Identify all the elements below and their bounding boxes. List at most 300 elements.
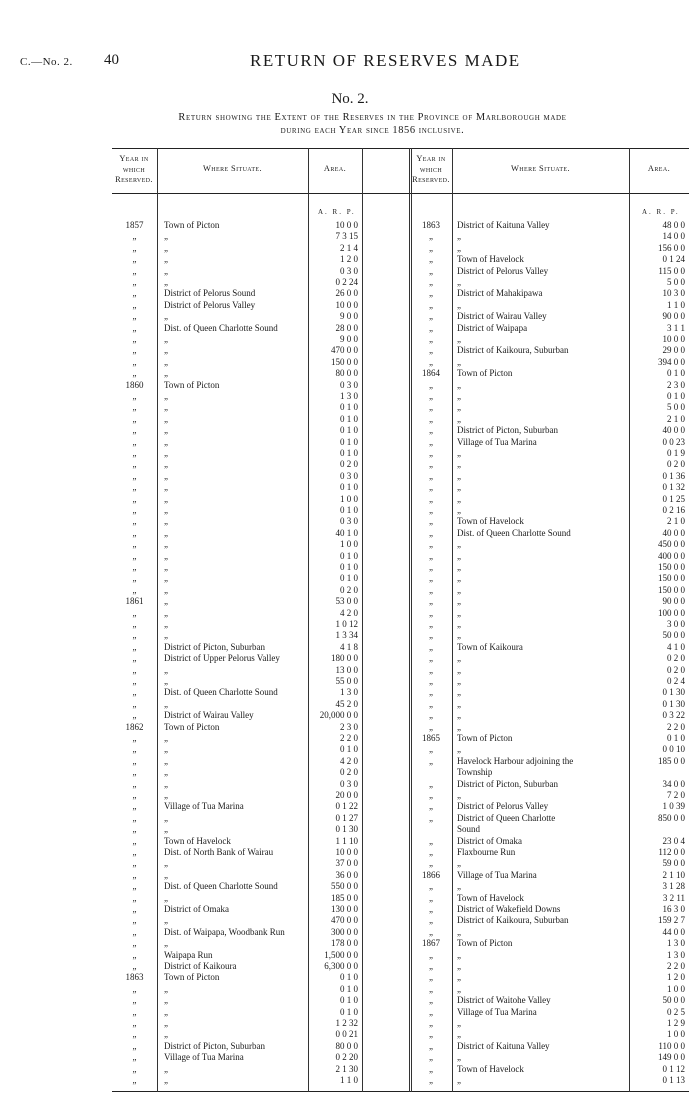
table-row: [112, 984, 689, 995]
header-where-right: Where Situate.: [510, 164, 570, 173]
table-row: [112, 972, 689, 983]
place-cell: District of Wairau Valley: [164, 710, 254, 721]
area-cell: 1 0 0: [340, 539, 358, 550]
place-cell: District of Kaikoura: [164, 961, 237, 971]
place-cell: „: [457, 402, 461, 413]
place-cell: „: [164, 482, 168, 493]
year-cell: „: [429, 721, 433, 732]
area-cell: 0 1 0: [340, 1006, 358, 1017]
table-row: [112, 801, 689, 812]
area-cell: 90 0 0: [662, 311, 685, 322]
area-cell: 53 0 0: [335, 596, 358, 607]
area-cell: 550 0 0: [331, 881, 358, 892]
place-cell: „: [164, 1063, 168, 1074]
year-cell: „: [429, 584, 433, 595]
year-cell: „: [429, 619, 433, 629]
area-cell: 0 1 36: [662, 470, 685, 481]
place-cell: „: [164, 516, 168, 527]
table-row: [112, 653, 689, 664]
table-row: [112, 448, 689, 459]
area-cell: 0 1 0: [340, 573, 358, 584]
place-cell: „: [457, 1075, 461, 1085]
area-cell: 0 1 24: [662, 254, 685, 265]
year-cell: „: [429, 653, 433, 664]
table-row: [112, 699, 689, 710]
area-cell: 45 2 0: [335, 698, 358, 709]
area-cell: 0 1 0: [340, 413, 358, 424]
table-row: [112, 1052, 689, 1063]
table-row: [112, 1007, 689, 1018]
place-cell: „: [164, 505, 168, 515]
year-cell: „: [132, 926, 137, 937]
table-row: [112, 756, 689, 767]
place-cell: „: [457, 790, 461, 800]
year-cell: „: [429, 972, 433, 983]
place-cell: „: [164, 448, 168, 458]
place-cell: District of Wakefield Downs: [457, 904, 561, 914]
subtitle-line-1: Return showing the Extent of the Reserves in the Province of Marlborough made: [178, 112, 567, 123]
place-cell: „: [164, 231, 168, 242]
area-cell: 34 0 0: [662, 778, 685, 789]
area-cell: 180 0 0: [331, 653, 358, 664]
place-cell: District of Mahakipawa: [457, 288, 543, 299]
area-cell: 7 3 15: [335, 231, 358, 242]
year-cell: „: [429, 1018, 433, 1028]
table-row: [112, 482, 689, 493]
place-cell: „: [164, 573, 168, 584]
place-cell: „: [457, 573, 461, 584]
area-cell: 0 1 12: [662, 1063, 685, 1074]
table-row: [112, 254, 689, 265]
area-cell: 10 0 0: [662, 334, 685, 344]
area-cell: 2 1 10: [662, 869, 685, 880]
year-cell: „: [429, 698, 433, 709]
area-cell: 2 2 0: [667, 961, 685, 971]
year-cell: 1861: [125, 596, 144, 607]
place-cell: „: [457, 961, 461, 971]
table-row: [112, 311, 689, 322]
table-row: [112, 881, 689, 892]
table-row: [112, 995, 689, 1006]
area-cell: 1 3 0: [667, 938, 685, 949]
year-cell: „: [429, 1052, 433, 1063]
year-cell: 1866: [422, 869, 440, 880]
place-cell: Dist. of Queen Charlotte Sound: [164, 322, 278, 333]
area-cell: 1 2 0: [340, 254, 358, 265]
year-cell: „: [132, 1029, 137, 1040]
year-cell: „: [132, 1063, 137, 1074]
area-cell: 156 0 0: [658, 242, 685, 253]
area-cell: 40 0 0: [662, 425, 685, 436]
place-cell: District of Queen Charlotte: [457, 812, 556, 823]
year-cell: „: [429, 630, 433, 641]
area-cell: 7 2 0: [667, 790, 685, 800]
area-cell: 0 1 0: [340, 562, 358, 572]
area-cell: 0 1 0: [340, 482, 358, 493]
place-cell: Flaxbourne Run: [457, 847, 516, 857]
year-cell: „: [132, 277, 137, 287]
place-cell: „: [164, 767, 168, 778]
year-cell: „: [132, 869, 137, 880]
year-cell: „: [429, 596, 433, 607]
table-row: [112, 437, 689, 448]
place-cell: Dist. of Queen Charlotte Sound: [164, 687, 278, 698]
area-cell: 110 0 0: [658, 1040, 685, 1051]
place-cell: „: [457, 972, 461, 983]
year-cell: 1867: [422, 938, 440, 949]
place-cell: „: [164, 459, 168, 470]
place-cell: „: [457, 550, 461, 561]
header-bottom-rule: [112, 193, 689, 194]
area-cell: 0 2 0: [340, 584, 358, 595]
place-cell: „: [164, 983, 168, 994]
place-cell: „: [164, 345, 168, 356]
area-cell: 10 3 0: [662, 288, 685, 299]
place-cell: „: [164, 630, 168, 641]
year-cell: „: [132, 767, 137, 778]
year-cell: „: [429, 299, 433, 310]
place-cell: „: [457, 242, 461, 253]
place-cell: „: [457, 448, 461, 458]
year-cell: „: [429, 926, 433, 937]
place-cell: Town of Havelock: [457, 892, 524, 903]
area-units-right: A. R. P.: [642, 208, 680, 216]
table-row: [112, 539, 689, 550]
area-cell: 50 0 0: [662, 630, 685, 641]
area-cell: 150 0 0: [658, 584, 685, 595]
area-cell: 0 1 0: [340, 983, 358, 994]
area-cell: 0 2 0: [340, 767, 358, 778]
place-cell: Dist. of Waipapa, Woodbank Run: [164, 926, 285, 937]
area-cell: 1 1 0: [667, 299, 685, 310]
page-number: 40: [104, 52, 119, 68]
place-cell: „: [164, 869, 168, 880]
year-cell: „: [429, 812, 433, 823]
place-cell: „: [164, 436, 168, 447]
year-cell: „: [429, 562, 433, 572]
year-cell: „: [132, 744, 137, 755]
place-cell: „: [164, 584, 168, 595]
area-cell: 0 1 0: [340, 972, 358, 983]
table-row: [112, 927, 689, 938]
place-cell: „: [457, 1018, 461, 1028]
area-cell: 0 1 0: [340, 436, 358, 447]
place-cell: Town of Havelock: [164, 835, 231, 846]
table-row: [112, 733, 689, 744]
area-cell: 0 2 0: [340, 459, 358, 470]
year-cell: „: [429, 277, 433, 287]
area-cell: 0 1 27: [335, 812, 358, 823]
table-row: [112, 334, 689, 345]
year-cell: „: [429, 413, 433, 424]
area-cell: 1 1 10: [335, 835, 358, 846]
table-top-rule: [112, 148, 689, 149]
year-cell: „: [429, 482, 433, 493]
place-cell: District of Pelorus Valley: [457, 265, 549, 276]
area-cell: 115 0 0: [658, 265, 685, 276]
place-cell: „: [164, 254, 168, 265]
area-cell: 470 0 0: [331, 915, 358, 926]
place-cell: „: [457, 607, 461, 618]
header-area-left: Area.: [323, 164, 347, 173]
area-cell: 0 3 0: [340, 470, 358, 481]
year-cell: „: [429, 356, 433, 367]
table-row: [112, 915, 689, 926]
area-cell: 0 1 32: [662, 482, 685, 493]
year-cell: „: [429, 345, 433, 356]
year-cell: „: [132, 231, 137, 242]
year-cell: „: [132, 425, 137, 436]
reserves-table: [112, 148, 689, 1092]
area-cell: 2 1 4: [340, 242, 358, 253]
year-cell: „: [429, 470, 433, 481]
table-row: [112, 813, 689, 824]
year-cell: „: [429, 607, 433, 618]
place-cell: Havelock Harbour adjoining the: [457, 755, 574, 766]
table-row: [112, 744, 689, 755]
place-cell: „: [164, 676, 168, 686]
year-cell: „: [132, 470, 137, 481]
place-cell: „: [164, 995, 168, 1006]
place-cell: „: [164, 391, 168, 401]
year-cell: „: [429, 539, 433, 550]
area-cell: 2 1 0: [667, 413, 685, 424]
area-cell: 20 0 0: [335, 790, 358, 800]
header-year-left: Year in which Reserved.: [115, 154, 153, 184]
year-cell: „: [132, 573, 137, 584]
place-cell: „: [457, 710, 461, 721]
place-cell: „: [457, 334, 461, 344]
area-cell: 300 0 0: [331, 926, 358, 937]
place-cell: District of Waipapa: [457, 322, 528, 333]
area-cell: 100 0 0: [658, 607, 685, 618]
area-cell: 3 0 0: [667, 619, 685, 629]
year-cell: „: [429, 961, 433, 971]
place-cell: „: [164, 824, 168, 835]
table-row: [112, 938, 689, 949]
place-cell: „: [457, 619, 461, 629]
area-cell: 0 0 21: [335, 1029, 358, 1040]
table-row: [112, 676, 689, 687]
place-cell: „: [457, 653, 461, 664]
place-cell: Waipapa Run: [164, 949, 213, 960]
area-cell: 1 0 12: [335, 619, 358, 629]
area-cell: 1 3 0: [340, 391, 358, 401]
place-cell: „: [164, 778, 168, 789]
year-cell: „: [429, 790, 433, 800]
place-cell: District of Pelorus Sound: [164, 288, 256, 299]
area-cell: 4 2 0: [340, 755, 358, 766]
place-cell: „: [457, 470, 461, 481]
area-cell: 1 3 34: [335, 630, 358, 641]
area-cell: 0 2 0: [667, 459, 685, 470]
table-row: [112, 950, 689, 961]
year-cell: „: [429, 265, 433, 276]
place-cell: District of Kaituna Valley: [457, 220, 550, 230]
place-cell: „: [164, 425, 168, 436]
year-cell: „: [429, 516, 433, 527]
year-cell: „: [429, 801, 433, 812]
table-row: [112, 619, 689, 630]
area-cell: 178 0 0: [331, 938, 358, 949]
place-cell: „: [164, 664, 168, 675]
area-cell: 9 0 0: [340, 334, 358, 344]
year-cell: „: [132, 664, 137, 675]
series-reference: C.—No. 2.: [20, 56, 73, 68]
table-row: [112, 573, 689, 584]
year-cell: „: [132, 1006, 137, 1017]
area-cell: 48 0 0: [662, 220, 685, 230]
place-cell: „: [164, 1075, 168, 1085]
table-row: [112, 779, 689, 790]
year-cell: „: [429, 755, 433, 766]
place-cell: District of Picton, Suburban: [164, 641, 265, 652]
year-cell: „: [132, 607, 137, 618]
table-row: [112, 790, 689, 801]
area-cell: 80 0 0: [335, 1040, 358, 1051]
area-cell: 400 0 0: [658, 550, 685, 561]
year-cell: „: [132, 356, 137, 367]
area-cell: 9 0 0: [340, 311, 358, 322]
place-cell: „: [164, 334, 168, 344]
year-cell: „: [132, 391, 137, 401]
place-cell: „: [457, 698, 461, 709]
place-cell: „: [457, 505, 461, 515]
table-row: [112, 551, 689, 562]
place-cell: „: [164, 539, 168, 550]
place-cell: „: [457, 858, 461, 869]
document-subtitle: [110, 111, 635, 137]
place-cell: Village of Tua Marina: [164, 1052, 244, 1063]
table-row: [112, 231, 689, 242]
place-cell: „: [164, 744, 168, 755]
place-cell: „: [457, 391, 461, 401]
table-row: [112, 368, 689, 379]
year-cell: „: [429, 379, 433, 390]
place-cell: District of Pelorus Valley: [457, 801, 549, 812]
table-row: [112, 505, 689, 516]
table-row: [112, 1064, 689, 1075]
year-cell: „: [132, 904, 137, 914]
area-cell: 0 1 9: [667, 448, 685, 458]
area-cell: 0 2 5: [667, 1006, 685, 1017]
table-row: [112, 836, 689, 847]
year-cell: „: [132, 459, 137, 470]
year-cell: „: [132, 881, 137, 892]
area-cell: 1 0 0: [667, 1029, 685, 1040]
area-cell: 0 1 22: [335, 801, 358, 812]
table-row: [112, 1029, 689, 1040]
place-cell: „: [457, 459, 461, 470]
table-row: [112, 380, 689, 391]
place-cell: Village of Tua Marina: [164, 801, 244, 812]
area-cell: 80 0 0: [335, 368, 358, 379]
year-cell: „: [132, 516, 137, 527]
year-cell: „: [429, 231, 433, 242]
place-cell: District of Kaikoura, Suburban: [457, 915, 569, 926]
place-cell: „: [457, 949, 461, 960]
area-cell: 0 2 20: [335, 1052, 358, 1063]
place-cell: „: [457, 493, 461, 504]
place-cell: „: [164, 938, 168, 949]
place-cell: „: [457, 379, 461, 390]
place-cell: Town of Picton: [164, 220, 220, 230]
table-row: [112, 893, 689, 904]
year-cell: „: [429, 847, 433, 857]
place-cell: „: [164, 527, 168, 538]
year-cell: 1860: [125, 379, 144, 390]
year-cell: „: [429, 835, 433, 846]
area-cell: 1 1 0: [340, 1075, 358, 1085]
table-row: [112, 847, 689, 858]
place-cell: „: [164, 619, 168, 629]
table-row: [112, 357, 689, 368]
place-cell: „: [164, 265, 168, 276]
table-row: [112, 414, 689, 425]
year-cell: 1864: [422, 368, 440, 379]
year-cell: „: [132, 915, 137, 926]
year-cell: „: [429, 995, 433, 1006]
place-cell: „: [164, 562, 168, 572]
table-row: [112, 710, 689, 721]
place-cell: „: [457, 664, 461, 675]
place-cell: „: [457, 721, 461, 732]
year-cell: „: [429, 288, 433, 299]
area-cell: 394 0 0: [658, 356, 685, 367]
place-cell: „: [457, 687, 461, 698]
area-cell: 3 1 1: [667, 322, 685, 333]
area-cell: 159 2 7: [658, 915, 685, 926]
year-cell: „: [429, 242, 433, 253]
area-cell: 40 1 0: [335, 527, 358, 538]
place-cell: „: [164, 550, 168, 561]
place-cell: „: [457, 744, 461, 755]
area-cell: 0 0 23: [662, 436, 685, 447]
table-row: [112, 516, 689, 527]
area-cell: 0 3 0: [340, 516, 358, 527]
place-cell: „: [457, 1052, 461, 1063]
area-cell: 10 0 0: [335, 299, 358, 310]
year-cell: „: [429, 448, 433, 458]
area-cell: 0 3 22: [662, 710, 685, 721]
year-cell: „: [429, 436, 433, 447]
table-row: [112, 345, 689, 356]
year-cell: „: [132, 949, 137, 960]
area-cell: 14 0 0: [662, 231, 685, 242]
area-cell: 5 0 0: [667, 402, 685, 413]
area-cell: 0 1 0: [340, 995, 358, 1006]
year-cell: „: [429, 949, 433, 960]
year-cell: „: [429, 527, 433, 538]
year-cell: „: [132, 653, 137, 664]
table-row: [112, 722, 689, 733]
place-cell: Town of Kaikoura: [457, 641, 523, 652]
place-cell: „: [457, 926, 461, 937]
area-cell: 0 1 0: [340, 744, 358, 755]
area-cell: 185 0 0: [658, 755, 685, 766]
place-cell: „: [457, 231, 461, 242]
area-cell: 26 0 0: [335, 288, 358, 299]
area-cell: 0 1 0: [340, 448, 358, 458]
table-row: [112, 687, 689, 698]
year-cell: „: [132, 482, 137, 493]
place-cell: „: [164, 596, 168, 607]
year-cell: „: [132, 550, 137, 561]
year-cell: „: [132, 733, 137, 743]
area-cell: 0 1 0: [340, 505, 358, 515]
area-cell: 112 0 0: [658, 847, 685, 857]
area-cell: 59 0 0: [662, 858, 685, 869]
